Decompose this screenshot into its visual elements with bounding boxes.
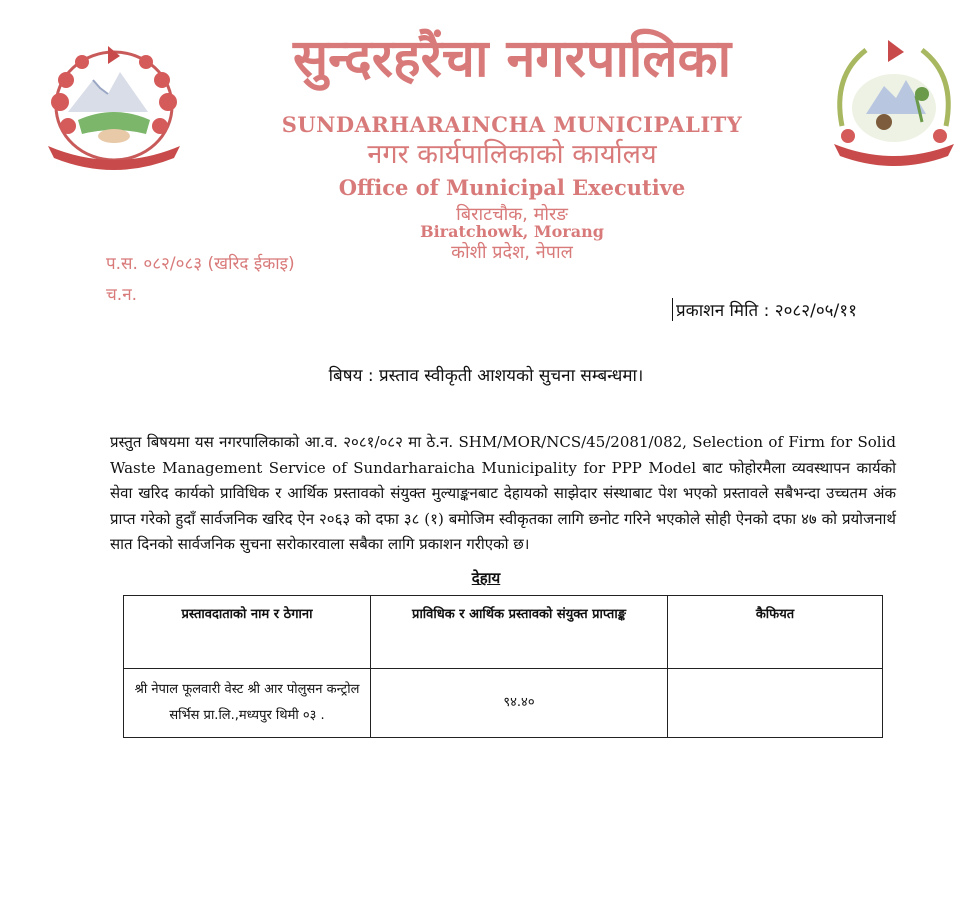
cell-combined-score: ९४.४० — [371, 669, 668, 738]
location-english: Biratchowk, Morang — [420, 222, 604, 241]
subject-line: बिषय : प्रस्ताव स्वीकृती आशयको सुचना सम्बन्धमा। — [328, 366, 644, 386]
header-bidder-name: प्रस्तावदाताको नाम र ठेगाना — [124, 596, 371, 669]
office-title-english: Office of Municipal Executive — [338, 175, 686, 200]
province-nepali: कोशी प्रदेश, नेपाल — [451, 242, 573, 263]
notice-body: प्रस्तुत बिषयमा यस नगरपालिकाको आ.व. २०८१/०८२ मा ठे.न. SHM/MOR/NCS/45/2081/082, Selection of Firm for Solid Waste Management Service of Sundarharaicha Municipality for PPP Model बाट फोहोरमैला व्यवस्थापन कार्यको सेवा खरिद कार्यको प्राविधिक र आर्थिक प्रस्तावको संयुक्त मुल्याङ्कनबाट देहायको साझेदार संस्थाबाट पेश भएको प्रस्तावले सबैभन्दा उच्चतम अंक प्राप्त गरेको हुदाँ सार्वजनिक खरिद ऐन २०६३ को दफा ३८ (१) बमोजिम स्वीकृतका लागि छनोट गरिने भएकोले सोही ऐनको दफा ४७ को प्रयोजनार्थ सात दिनको सार्वजनिक सुचना सरोकारवाला सबैका लागि प्रकाशन गरीएको छ। — [110, 433, 896, 553]
location-nepali: बिराटचौक, मोरङ — [456, 204, 568, 225]
municipality-emblem-icon — [826, 36, 962, 168]
municipality-title-english: SUNDARHARAINCHA MUNICIPALITY — [281, 112, 743, 137]
table-caption: देहाय — [471, 569, 501, 587]
header-remarks: कैफियत — [668, 596, 883, 669]
publication-date: प्रकाशन मिति : २०८२/०५/११ — [672, 298, 857, 321]
bidder-table — [123, 595, 883, 738]
header-combined-score: प्राविधिक र आर्थिक प्रस्तावको संयुक्त प्राप्ताङ्क — [371, 596, 668, 669]
cell-remarks — [668, 669, 883, 738]
dispatch-number: च.न. — [106, 285, 138, 305]
table-row — [124, 669, 883, 738]
cell-bidder-name: श्री नेपाल फूलवारी वेस्ट श्री आर पोलुसन कन्ट्रोल सर्भिस प्रा.लि.,मध्यपुर थिमी ०३ . — [124, 669, 371, 738]
reference-number: प.स. ०८२/०८३ (खरिद ईकाइ) — [106, 254, 295, 274]
nepal-emblem-icon — [38, 42, 190, 170]
table-header-row — [124, 596, 883, 669]
municipality-title-nepali: सुन्दरहरैंचा नगरपालिका — [292, 29, 732, 89]
office-title-nepali: नगर कार्यपालिकाको कार्यालय — [367, 139, 657, 170]
